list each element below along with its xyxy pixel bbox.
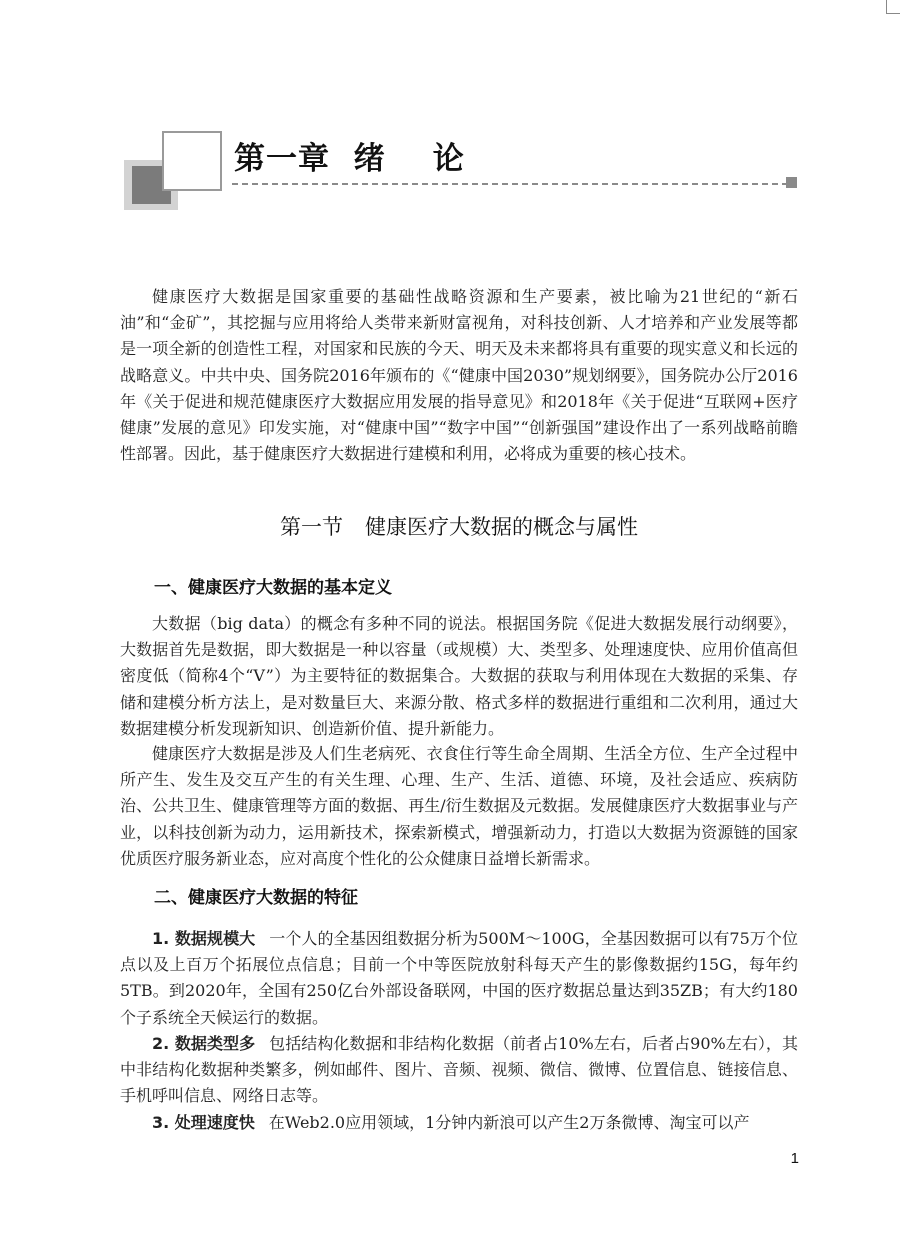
- feature-label: 3. 处理速度快: [152, 1113, 255, 1132]
- feature-item-speed: [120, 1110, 798, 1136]
- feature-text: 一个人的全基因组数据分析为500M～100G，全基因数据可以有75万个位点以及上百万个拓展位点信息；目前一个中等医院放射科每天产生的影像数据约15G，每年约5TB。到2020年，全国有250亿台外部设备联网，中国的医疗数据总量达到35ZB；有大约180个子系统全天候运行的数据。: [120, 929, 798, 1027]
- page-corner-mark: [886, 0, 900, 14]
- chapter-title: 第一章 绪 论: [234, 141, 465, 177]
- feature-text: 包括结构化数据和非结构化数据（前者占10%左右，后者占90%左右），其中非结构化数据种类繁多，例如邮件、图片、音频、视频、微信、微博、位置信息、链接信息、手机呼叫信息、网络日志等。: [120, 1034, 798, 1106]
- subsection-heading-features: 二、健康医疗大数据的特征: [154, 888, 358, 908]
- definition-paragraph-big-data: 大数据（big data）的概念有多种不同的说法。根据国务院《促进大数据发展行动纲要》，大数据首先是数据，即大数据是一种以容量（或规模）大、类型多、处理速度快、应用价值高但密度低（简称4个“V”）为主要特征的数据集合。大数据的获取与利用体现在大数据的采集、存储和建模分析方法上，是对数量巨大、来源分散、格式多样的数据进行重组和二次利用，通过大数据建模分析发现新知识、创造新价值、提升新能力。: [120, 614, 798, 738]
- section-heading: [120, 511, 798, 543]
- subsection-heading-definition: 一、健康医疗大数据的基本定义: [154, 578, 392, 598]
- section-title: 健康医疗大数据的概念与属性: [365, 515, 638, 539]
- feature-item-scale: [120, 926, 798, 1031]
- chapter-decoration-outline-square: [162, 131, 222, 191]
- intro-paragraph: 健康医疗大数据是国家重要的基础性战略资源和生产要素，被比喻为21世纪的“新石油”和“金矿”，其挖掘与应用将给人类带来新财富视角，对科技创新、人才培养和产业发展等都是一项全新的创造性工程，对国家和民族的今天、明天及未来都将具有重要的现实意义和长远的战略意义。中共中央、国务院2016年颁布的《“健康中国2030”规划纲要》，国务院办公厅2016年《关于促进和规范健康医疗大数据应用发展的指导意见》和2018年《关于促进“互联网+医疗健康”发展的意见》印发实施，对“健康中国”“数字中国”“创新强国”建设作出了一系列战略前瞻性部署。因此，基于健康医疗大数据进行建模和利用，必将成为重要的核心技术。: [120, 287, 798, 464]
- chapter-title-dashed-rule: [232, 183, 788, 185]
- feature-text: 在Web2.0应用领域，1分钟内新浪可以产生2万条微博、淘宝可以产: [268, 1113, 750, 1132]
- chapter-rule-end-square: [786, 177, 797, 188]
- definition-paragraph-health-data: 健康医疗大数据是涉及人们生老病死、衣食住行等生命全周期、生活全方位、生产全过程中所产生、发生及交互产生的有关生理、心理、生产、生活、道德、环境，及社会适应、疾病防治、公共卫生、健康管理等方面的数据、再生/衍生数据及元数据。发展健康医疗大数据事业与产业，以科技创新为动力，运用新技术，探索新模式，增强新动力，打造以大数据为资源链的国家优质医疗服务新业态，应对高度个性化的公众健康日益增长新需求。: [120, 744, 798, 868]
- feature-item-types: [120, 1031, 798, 1110]
- section-number: 第一节: [280, 515, 343, 539]
- feature-label: 1. 数据规模大: [152, 929, 256, 948]
- feature-label: 2. 数据类型多: [152, 1034, 256, 1053]
- page-number: 1: [790, 1150, 799, 1167]
